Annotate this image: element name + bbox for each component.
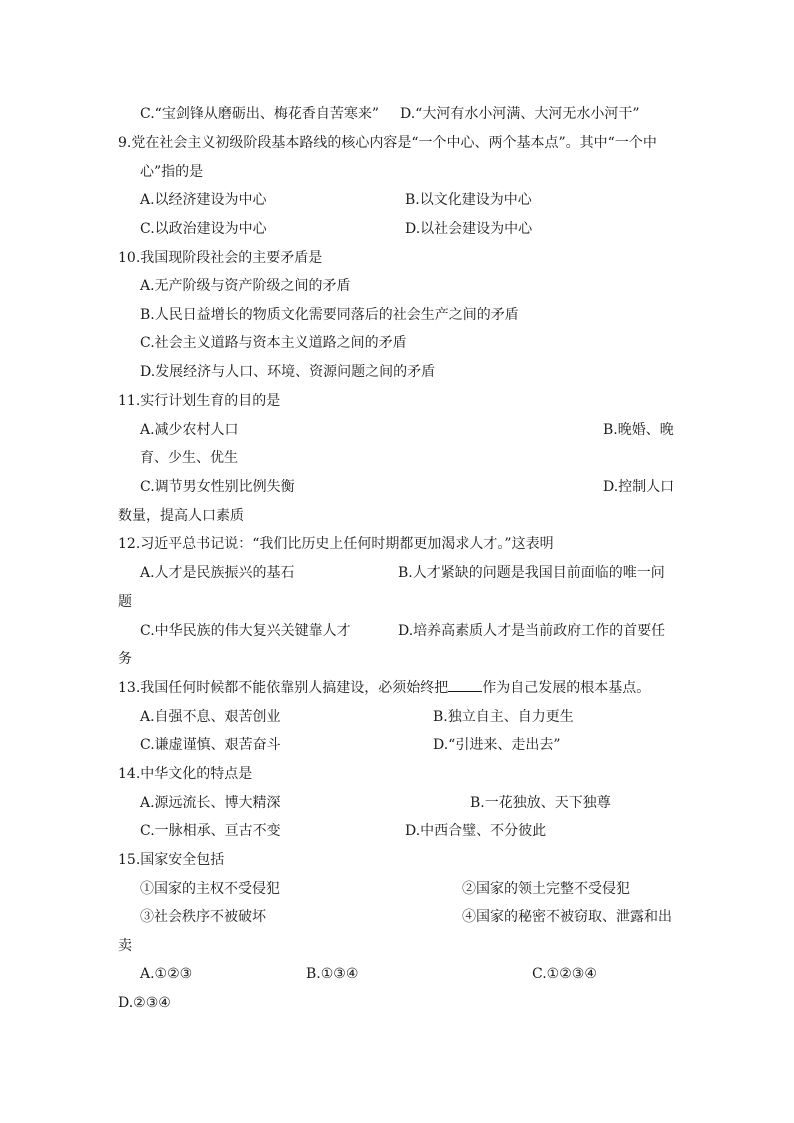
q13-option-d: D.“引进来、走出去”: [433, 737, 561, 753]
q14-option-b: B.一花独放、天下独尊: [470, 795, 611, 811]
q9-option-c: C.以政治建设为中心: [140, 221, 267, 237]
q15-option-d: D.②③④: [118, 995, 171, 1011]
q12-stem: 12.习近平总书记说：“我们比历史上任何时期都更加渴求人才。”这表明: [118, 536, 554, 552]
q12-option-c: C.中华民族的伟大复兴关键靠人才: [140, 623, 351, 639]
q13-option-b: B.独立自主、自力更生: [433, 709, 574, 725]
q15-statement-2: ②国家的领土完整不受侵犯: [462, 881, 630, 897]
q12-option-d-line1: D.培养高素质人才是当前政府工作的首要任: [398, 623, 666, 639]
q9-option-d: D.以社会建设为中心: [405, 221, 533, 237]
q14-option-a: A.源远流长、博大精深: [140, 795, 281, 811]
q13-stem-part1: 13.我国任何时候都不能依靠别人搞建设，必须始终把: [118, 680, 449, 696]
q10-option-c: C.社会主义道路与资本主义道路之间的矛盾: [140, 335, 407, 351]
q8-option-d: D.“大河有水小河满、大河无水小河干”: [400, 106, 640, 122]
q10-stem: 10.我国现阶段社会的主要矛盾是: [118, 250, 323, 266]
q9-option-a: A.以经济建设为中心: [140, 192, 267, 208]
q15-option-c: C.①②③④: [532, 966, 597, 982]
q11-stem: 11.实行计划生育的目的是: [118, 393, 281, 409]
q13-option-a: A.自强不息、艰苦创业: [140, 709, 281, 725]
q14-option-d: D.中西合璧、不分彼此: [405, 823, 547, 839]
q15-statement-3: ③社会秩序不被破坏: [140, 909, 266, 925]
q10-option-d: D.发展经济与人口、环境、资源问题之间的矛盾: [140, 364, 436, 380]
q9-option-b: B.以文化建设为中心: [405, 192, 532, 208]
q13-option-c: C.谦虚谨慎、艰苦奋斗: [140, 737, 281, 753]
q11-option-d-line1: D.控制人口: [603, 479, 675, 495]
q11-option-a: A.减少农村人口: [140, 422, 239, 438]
q12-option-a: A.人才是民族振兴的基石: [140, 565, 295, 581]
q14-option-c: C.一脉相承、亘古不变: [140, 823, 281, 839]
q15-statement-4-line1: ④国家的秘密不被窃取、泄露和出: [462, 909, 672, 925]
q15-stem: 15.国家安全包括: [118, 852, 225, 868]
q15-option-a: A.①②③: [140, 966, 193, 982]
q9-stem-line1: 9.党在社会主义初级阶段基本路线的核心内容是“一个中心、两个基本点”。其中“一个中: [118, 135, 657, 151]
q13-stem-part2: 作为自己发展的根本基点。: [482, 680, 651, 696]
q11-option-b-line1: B.晚婚、晚: [603, 422, 674, 438]
answer-blank: [448, 678, 482, 692]
q12-option-d-line2: 务: [118, 651, 132, 667]
q12-option-b-line2: 题: [118, 594, 132, 610]
q13-stem: [118, 678, 650, 698]
q14-stem: 14.中华文化的特点是: [118, 766, 253, 782]
q10-option-a: A.无产阶级与资产阶级之间的矛盾: [140, 278, 351, 294]
q11-option-b-line2: 育、少生、优生: [140, 450, 238, 466]
q11-option-c: C.调节男女性别比例失衡: [140, 479, 295, 495]
q15-statement-1: ①国家的主权不受侵犯: [140, 881, 280, 897]
q8-option-c: C.“宝剑锋从磨砺出、梅花香自苦寒来”: [140, 106, 379, 122]
q10-option-b: B.人民日益增长的物质文化需要同落后的社会生产之间的矛盾: [140, 307, 519, 323]
q15-option-b: B.①③④: [306, 966, 359, 982]
q9-stem-line2: 心”指的是: [140, 164, 204, 180]
q11-option-d-line2: 数量，提高人口素质: [118, 508, 244, 524]
q15-statement-4-line2: 卖: [118, 938, 132, 954]
q12-option-b-line1: B.人才紧缺的问题是我国目前面临的唯一问: [398, 565, 665, 581]
